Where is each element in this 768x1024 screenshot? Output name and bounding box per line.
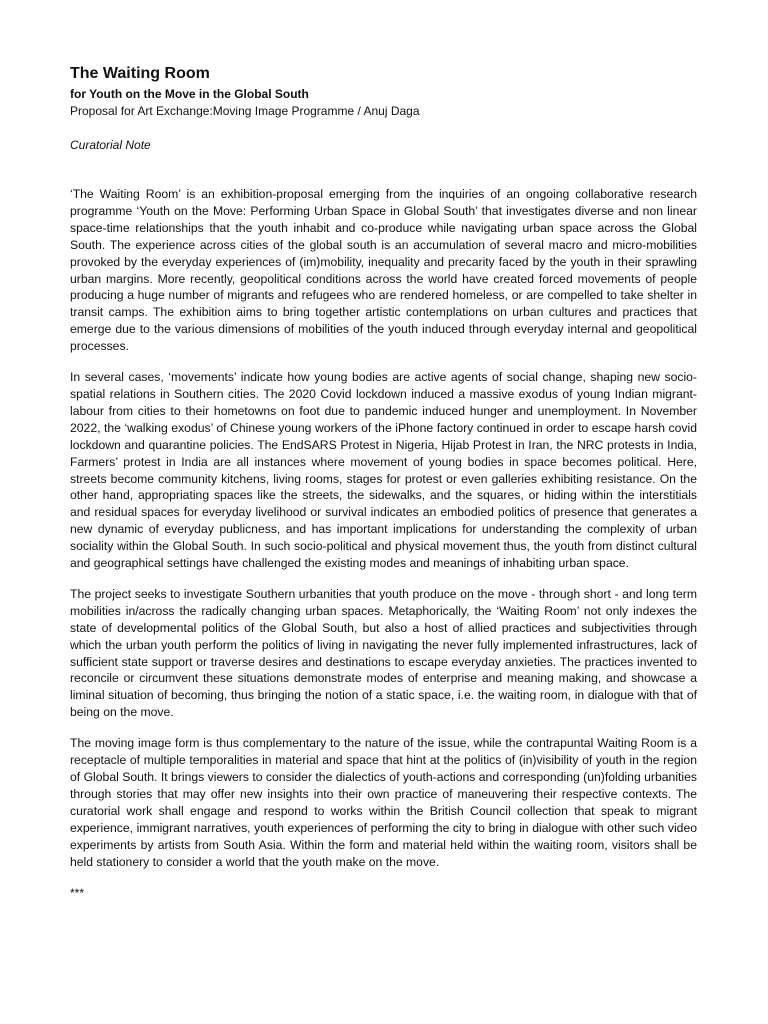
paragraph-4: The moving image form is thus complementary to the nature of the issue, while the contrapuntal Waiting Room is a receptacle of multiple temporalities in material and space that hint at the politics of (in)visibility of youth in the region of Global South. It brings viewers to consider the dialectics of youth-actions and corresponding (un)folding urbanities through stories that may offer new insights into their own practice of maneuvering their respective contexts. The curatorial work shall engage and respond to works within the British Council collection that speak to migrant experience, immigrant narratives, youth experiences of performing the city to bring in dialogue with other such video experiments by artists from South Asia. Within the form and material held within the waiting room, visitors shall be held stationery to consider a world that the youth make on the move. [70, 736, 697, 869]
section-label: Curatorial Note [70, 138, 151, 152]
proposal-line: Proposal for Art Exchange:Moving Image Programme / Anuj Daga [70, 104, 420, 118]
document-subtitle: for Youth on the Move in the Global South [70, 87, 309, 101]
paragraph-2: In several cases, ‘movements’ indicate how young bodies are active agents of social change, shaping new socio-spatial relations in Southern cities. The 2020 Covid lockdown induced a massive exodus of young Indian migrant-labour from cities to their hometowns on foot due to pandemic induced hunger and unemployment. In November 2022, the ‘walking exodus’ of Chinese young workers of the iPhone factory continued in order to escape harsh covid lockdown and quarantine policies. The EndSARS Protest in Nigeria, Hijab Protest in Iran, the NRC protests in India, Farmers’ protest in India are all instances where movement of young bodies in space becomes political. Here, streets become community kitchens, living rooms, stages for protest or even galleries exhibiting resistance. On the other hand, appropriating spaces like the streets, the sidewalks, and the squares, or hiding within the interstitials and residual spaces for everyday livelihood or survival indicates an embodied politics of presence that generates a new dynamic of everyday publicness, and has important implications for understanding the complexity of urban sociality within the Global South. In such socio-political and physical movement thus, the youth from distinct cultural and geographical settings have challenged the existing modes and meanings of inhabiting urban space. [70, 370, 697, 571]
document-page [70, 64, 697, 902]
document-title: The Waiting Room [70, 65, 210, 82]
paragraph-3: The project seeks to investigate Southern urbanities that youth produce on the move - through short - and long term mobilities in/across the radically changing urban spaces. Metaphorically, the ‘Waiting Room’ not only indexes the state of developmental politics of the Global South, but also a host of allied practices and subjectivities through which the urban youth perform the politics of living in navigating the never fully implemented infrastructures, lack of sufficient state support or traverse desires and destinations to escape everyday anxieties. The practices invented to reconcile or circumvent these situations demonstrate modes of enterprise and meaning making, and showcase a liminal situation of becoming, thus bringing the notion of a static space, i.e. the waiting room, in dialogue with that of being on the move. [70, 586, 697, 720]
paragraph-1: ‘The Waiting Room’ is an exhibition-proposal emerging from the inquiries of an ongoing collaborative research programme ‘Youth on the Move: Performing Urban Space in Global South’ that investigates diverse and non linear space-time relationships that the youth inhabit and co-produce while navigating urban space across the Global South. The experience across cities of the global south is an accumulation of several macro and micro-mobilities provoked by the everyday experiences of (im)mobility, inequality and precarity faced by the youth in their sprawling urban margins. More recently, geopolitical conditions across the world have created forced movements of people producing a huge number of migrants and refugees who are rendered homeless, or are compelled to take shelter in transit camps. The exhibition aims to bring together artistic contemplations on urban cultures and practices that emerge due to the various dimensions of mobilities of the youth induced through everyday internal and geopolitical processes. [70, 187, 697, 354]
end-marker: *** [70, 886, 85, 901]
